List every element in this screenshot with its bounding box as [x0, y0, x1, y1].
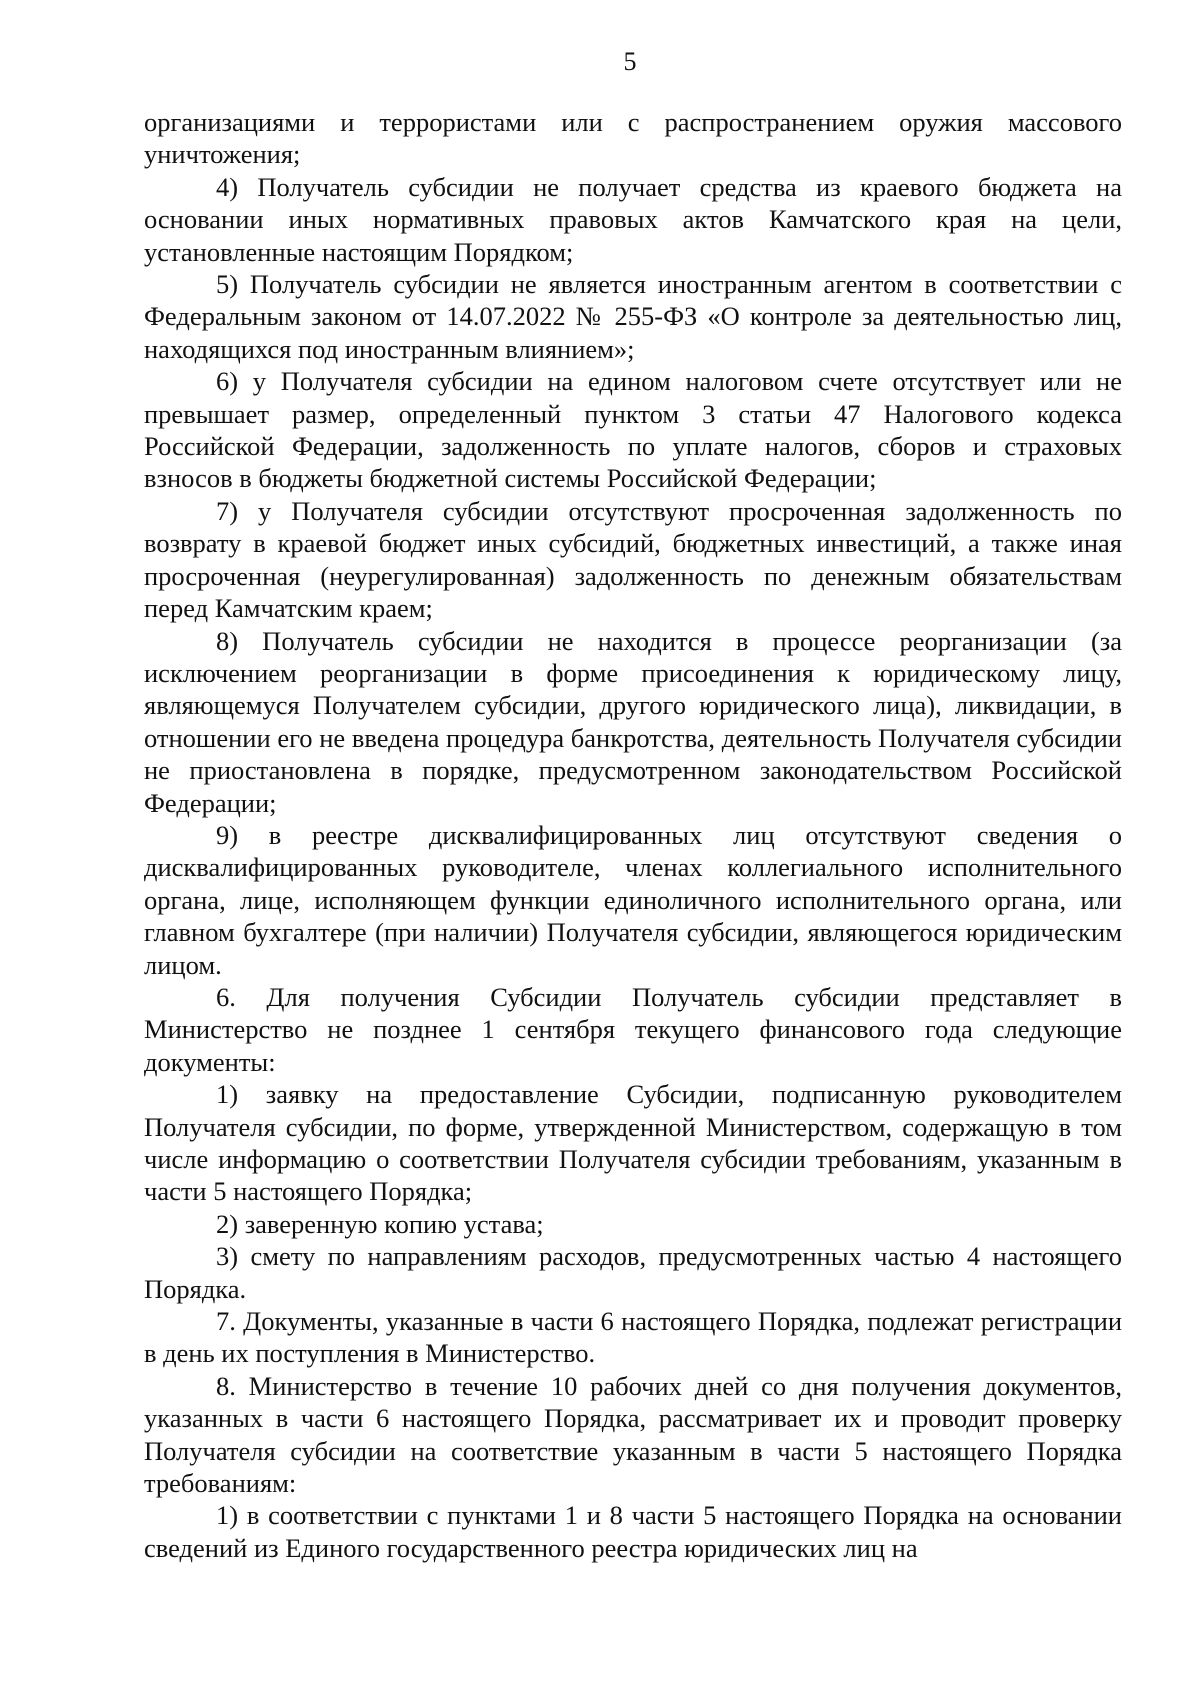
- paragraph-item-9: 9) в реестре дисквалифицированных лиц отсутствуют сведения о дисквалифицированных руководителе, членах коллегиального исполнительного органа, лице, исполняющем функции единоличного исполнительного органа, или главном бухгалтере (при наличии) Получателя субсидии, являющегося юридическим лицом.: [144, 819, 1122, 980]
- document-body: [144, 106, 1122, 1564]
- paragraph-part-6-item-3: 3) смету по направлениям расходов, предусмотренных частью 4 настоящего Порядка.: [144, 1241, 1122, 1304]
- paragraph-continuation: организациями и террористами или с распространением оружия массового уничтожения;: [144, 107, 1122, 170]
- paragraph-part-8: 8. Министерство в течение 10 рабочих дней со дня получения документов, указанных в части 6 настоящего Порядка, рассматривает их и проводит проверку Получателя субсидии на соответствие указанным в части 5 настоящего Порядка требованиям:: [144, 1370, 1122, 1499]
- paragraph-item-5: 5) Получатель субсидии не является иностранным агентом в соответствии с Федеральным законом от 14.07.2022 № 255-ФЗ «О контроле за деятельностью лиц, находящихся под иностранным влиянием»;: [144, 269, 1122, 364]
- paragraph-item-7: 7) у Получателя субсидии отсутствуют просроченная задолженность по возврату в краевой бюджет иных субсидий, бюджетных инвестиций, а также иная просроченная (неурегулированная) задолженность по денежным обязательствам перед Камчатским краем;: [144, 495, 1122, 624]
- paragraph-item-8: 8) Получатель субсидии не находится в процессе реорганизации (за исключением реорганизации в форме присоединения к юридическому лицу, являющемуся Получателем субсидии, другого юридического лица), ликвидации, в отношении его не введена процедура банкротства, деятельность Получателя субсидии не приостановлена в порядке, предусмотренном законодательством Российской Федерации;: [144, 625, 1122, 818]
- paragraph-part-7: 7. Документы, указанные в части 6 настоящего Порядка, подлежат регистрации в день их поступления в Министерство.: [144, 1306, 1122, 1369]
- paragraph-part-6-item-1: 1) заявку на предоставление Субсидии, подписанную руководителем Получателя субсидии, по форме, утвержденной Министерством, содержащую в том числе информацию о соответствии Получателя субсидии требованиям, указанным в части 5 настоящего Порядка;: [144, 1079, 1122, 1207]
- paragraph-part-6: 6. Для получения Субсидии Получатель субсидии представляет в Министерство не позднее 1 сентября текущего финансового года следующие документы:: [144, 981, 1122, 1077]
- paragraph-item-6: 6) у Получателя субсидии на едином налоговом счете отсутствует или не превышает размер, определенный пунктом 3 статьи 47 Налогового кодекса Российской Федерации, задолженность по уплате налогов, сборов и страховых взносов в бюджеты бюджетной системы Российской Федерации;: [144, 366, 1122, 494]
- paragraph-part-6-item-2: 2) заверенную копию устава;: [216, 1208, 544, 1239]
- page-number: 5: [623, 47, 637, 76]
- paragraph-item-4: 4) Получатель субсидии не получает средства из краевого бюджета на основании иных нормативных правовых актов Камчатского края на цели, установленные настоящим Порядком;: [144, 171, 1122, 267]
- paragraph-part-8-item-1: 1) в соответствии с пунктами 1 и 8 части 5 настоящего Порядка на основании сведений из Единого государственного реестра юридических лиц на: [144, 1500, 1122, 1563]
